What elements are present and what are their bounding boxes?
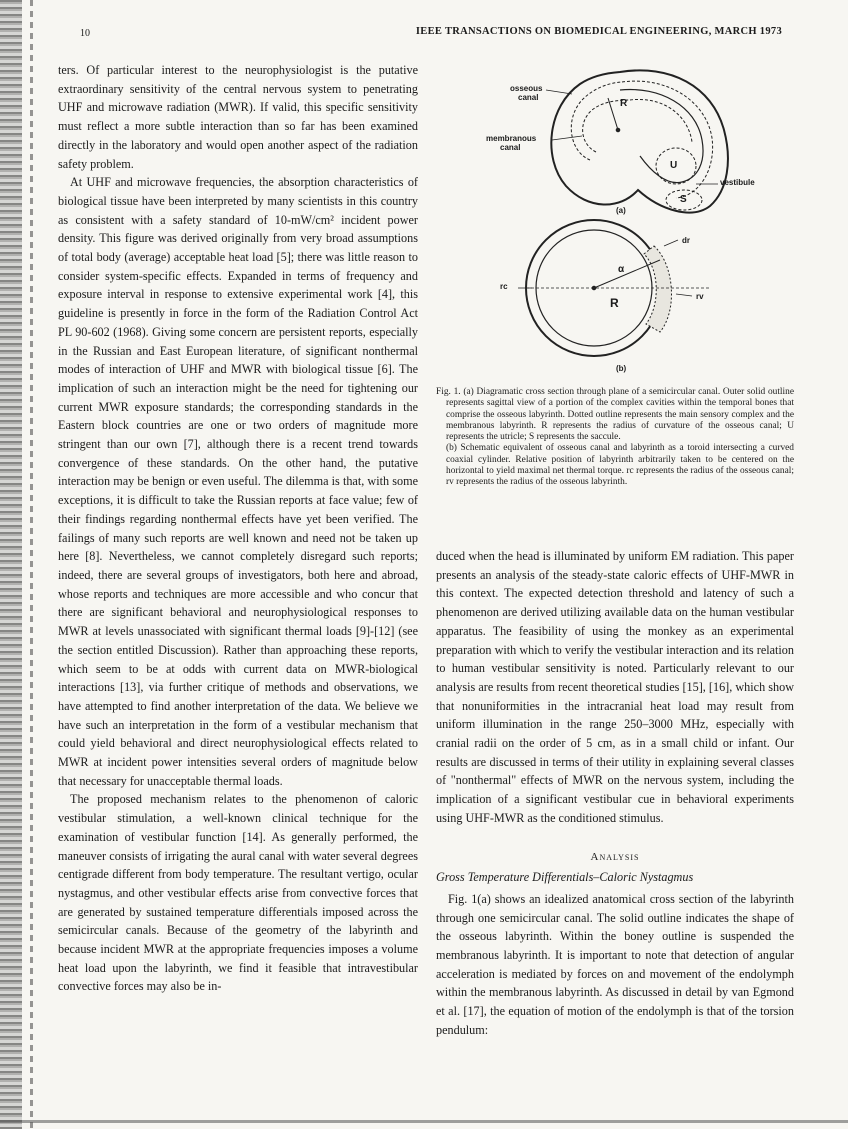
membranous-outline-2: [583, 99, 692, 152]
label-membranous: membranous: [486, 134, 537, 143]
figure-1: [470, 60, 800, 380]
panel-label-b: (b): [616, 364, 627, 373]
label-rc: rc: [500, 282, 508, 291]
left-column: [58, 61, 418, 996]
label-rv: rv: [696, 292, 704, 301]
figure-caption: [436, 387, 794, 489]
label-membranous-canal: canal: [500, 143, 521, 152]
caption-part-a: Fig. 1. (a) Diagramatic cross section through plane of a semicircular canal. Outer solid outline represents sagittal view of a portion of the complex cavities within the temporal bones that comprise the osseous labyrinth. Dotted outline represents the main sensory complex and the membranous labyrinth. R represents the radius of curvature of the osseous canal; U represents the utricle; S represents the saccule.: [436, 387, 794, 443]
label-osseous-canal: canal: [518, 93, 539, 102]
label-R-b: R: [610, 296, 619, 310]
figure-1-drawing: [470, 60, 800, 380]
paragraph: At UHF and microwave frequencies, the absorption characteristics of biological tissue have been interpreted by many scientists in this country as consistent with a safety standard of 10-mW/cm² incident power density. This figure was derived originally from very broad assumptions of total body (average) acceptable heat load [5]; there was little reason to consider system-specific effects. Expanded in terms of frequency and exposure interval in response to extensive experimental work [4], this guideline is presently in force in the form of the Radiation Control Act PL 90-602 (1968). Giving some concern are persistent reports, especially in the Russian and East European literature, of significant nonthermal modes of interaction of UHF and MWR with biological tissue [6]. The implication of such an interaction might be the need for tightening our current MWR exposure standards; the corresponding standards in the Eastern block countries are one or two orders of magnitude more stringent than our own [7], although there is a recent trend towards convergence of these standards. On the other hand, the putative interaction may be benign or even useful. The dilemma is that, with some exceptions, it is difficult to take the Russian reports at face value; few of their findings regarding nonthermal effects have yet been verified. The failings of many such reports are well known and need not be taken up here [8]. Nevertheless, we cannot completely disregard such reports; indeed, there are several groups of investigators, both here and abroad, whose reports and techniques are more accessible and who concur that there are significant behavioral and neurophysiological responses to MWR at levels unassociated with significant thermal loads [9]-[12] (see the section entitled Discussion). Rather than approaching these reports, which seem to be at odds with current data on MWR-biological interactions [13], via further critique of methods and observations, we have attempted to find another interpretation of the data. We believe we have such an interpretation in the form of a vestibular mechanism that could yield behavioral and direct neurophysiological effects related to MWR at incident power intensities several orders of magnitude below that necessary for unacceptable thermal loads.: [58, 175, 418, 788]
running-head: IEEE TRANSACTIONS ON BIOMEDICAL ENGINEERING, MARCH 1973: [415, 26, 782, 37]
label-S: S: [680, 194, 687, 205]
rv-pointer: [676, 294, 692, 296]
paragraph: ters. Of particular interest to the neurophysiologist is the putative extraordinary sensitivity of the central nervous system to penetrating UHF and microwave radiation (MWR). If valid, this specific sensitivity must reflect a more subtle interaction than so far has been examined directly in the laboratory and would open another aspect of the radiation safety problem.: [58, 63, 418, 171]
subsection-heading: Gross Temperature Differentials–Caloric Nystagmus: [436, 870, 694, 885]
page-binding-edge: [0, 0, 22, 1129]
label-U: U: [670, 160, 678, 171]
caption-part-b: (b) Schematic equivalent of osseous canal and labyrinth as a toroid intersecting a curved coaxial cylinder. Relative position of labyrinth arbitrarily taken to be centered on the horizontal to yield maximal net thermal torque. rc represents the radius of the osseous canal; rv represents the radius of the osseous labyrinth.: [446, 443, 794, 488]
osseous-outline: [551, 70, 728, 212]
paragraph: duced when the head is illuminated by uniform EM radiation. This paper presents an analysis of the steady-state caloric effects of UHF-MWR in this context. The expected detection threshold and latency of such a phenomenon are derived utilizing available data on the human vestibular apparatus. The feasibility of using the monkey as an experimental preparation with which to verify the vestibular interaction and its relation to human vestibular sensitivity is noted. Particularly relevant to our analysis are results from recent theoretical studies [15], [16], which show that nonuniformities in the intracranial heat load may result from uniform illumination in the range 250–3000 MHz, especially with cranial radii on the order of 5 cm, as in a small child or infant. Our results are discussed in terms of their utility in explaining several classes of "nonthermal" effects of MWR on the nervous system, including the implication of a significant vestibular cue in behavioral experiments using UHF-MWR as the conditioned stimulus.: [436, 549, 794, 825]
right-column: [436, 547, 794, 1040]
label-vestibule: vestibule: [720, 178, 755, 187]
section-heading: Analysis: [590, 850, 640, 863]
labyrinth-cylinder: [644, 246, 671, 332]
paragraph: Fig. 1(a) shows an idealized anatomical cross section of the labyrinth through one semicircular canal. The solid outline indicates the shape of the osseous labyrinth. Within the boney outline is suspended the membranous labyrinth. It is important to note that detection of angular acceleration is mediated by forces on and movement of the endolymph within the membranous labyrinth. As discussed in detail by van Egmond et al. [17], the equation of motion of the endolymph is that of the torsion pendulum:: [436, 891, 794, 1037]
page-binding-shadow: [30, 0, 33, 1129]
dr-pointer: [664, 240, 678, 246]
osseous-pointer: [546, 90, 572, 94]
page-bottom-edge: [0, 1120, 848, 1123]
page-number: 10: [80, 28, 90, 39]
figure-1a-diagram: [546, 70, 728, 212]
paragraph: The proposed mechanism relates to the phenomenon of caloric vestibular stimulation, a well-known clinical technique for the examination of vestibular function [14]. As generally performed, the maneuver consists of irrigating the aural canal with water several degrees centigrade different from body temperature. The resultant vertigo, ocular nystagmus, and other vestibular effects arise from convective forces that are generated by sustained temperature differentials imposed across the semicircular canals. Because of the geometry of the labyrinth and because incident MWR at the appropriate frequencies imposes a volume heat load upon the labyrinth, we find it feasible that intravestibular convective forces may also be in-: [58, 792, 418, 994]
label-dr: dr: [682, 236, 690, 245]
label-R-a: R: [620, 98, 628, 109]
label-osseous: osseous: [510, 84, 543, 93]
membranous-pointer: [552, 136, 582, 140]
panel-label-a: (a): [616, 206, 626, 215]
radius-line-a: [608, 98, 618, 130]
label-alpha: α: [618, 264, 625, 275]
